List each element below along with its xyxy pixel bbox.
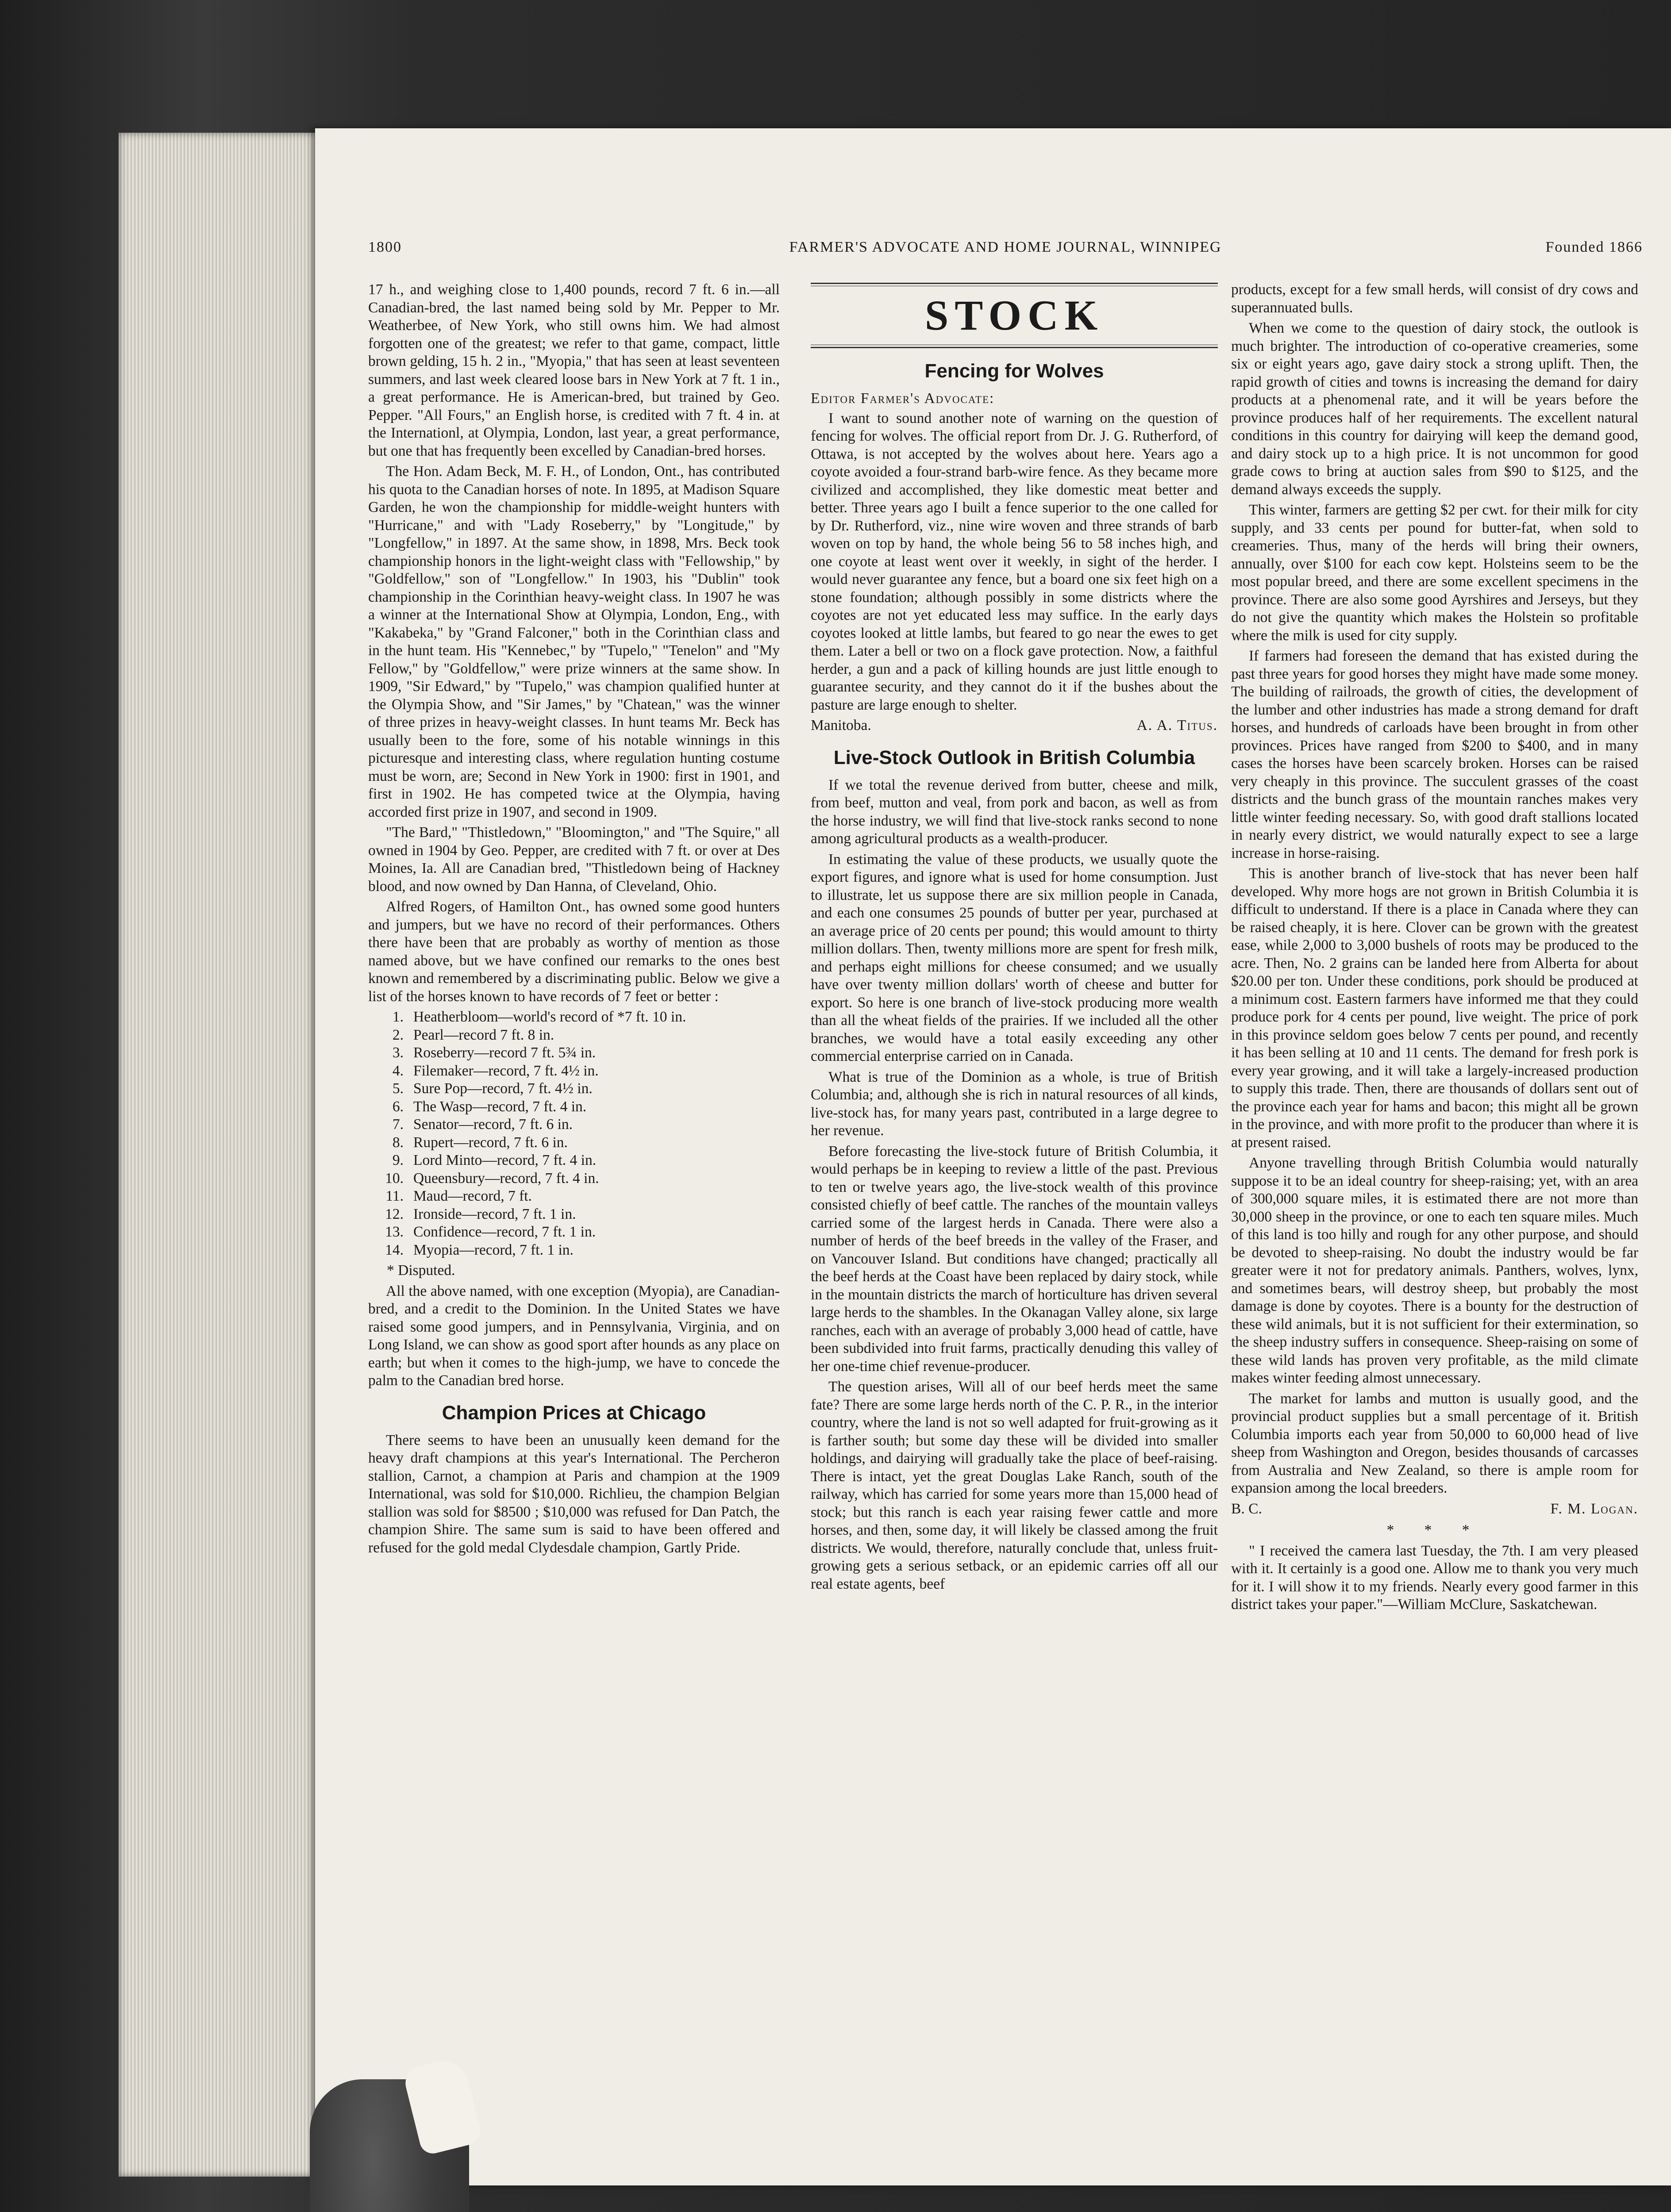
list-item bbox=[379, 1206, 780, 1224]
byline-place: B. C. bbox=[1231, 1500, 1262, 1517]
article-title-champion-prices: Champion Prices at Chicago bbox=[442, 1402, 706, 1424]
article-title-bc-outlook: Live-Stock Outlook in British Columbia bbox=[833, 746, 1195, 768]
item-text: Roseberry—record 7 ft. 5¾ in. bbox=[413, 1045, 596, 1061]
list-item bbox=[379, 1116, 780, 1134]
page-number: 1800 bbox=[368, 239, 402, 255]
item-number: 8. bbox=[392, 1134, 404, 1151]
paragraph: The Hon. Adam Beck, M. F. H., of London, Ont., has contributed his quota to the Canadian horses of note. In 1895, at Madison Square Garden, he won the championship for middle-weight hunters with "Hurricane," and with "Lady Roseberry," by "Longitude," by "Longfellow," in 1897. At the same show, in 1898, Mrs. Beck took championship honors in the light-weight class with "Fellowship," by "Goldfellow," son of "Longfellow." In 1903, his "Dublin" took championship in the Corinthian heavy-weight class. In 1907 he was a winner at the International Show at Olympia, London, Eng., with "Kakabeka," by "Grand Falconer," both in the Corinthian class and in the hunt team. His "Kennebec," by "Tupelo," "Tenelon" and "My Fellow," by "Goldfellow," were prize winners at the same show. In 1909, "Sir Edward," by "Tupelo," was champion qualified hunter at the Olympia Show, and "Sir James," by "Chatean," was the winner of three prizes in heavy-weight classes. In hunt teams Mr. Beck has usually been to the fore, some of his notable winnings in this picturesque and interesting class, where regulation hunting costume must be worn, are; Second in New York in 1900: first in 1901, and first in 1902. He has competed twice at the Olympia, having accorded first prize in 1907, and second in 1909. bbox=[368, 463, 780, 820]
byline-place: Manitoba. bbox=[811, 717, 871, 733]
paragraph: " I received the camera last Tuesday, the 7th. I am very pleased with it. It certainly is a good one. Allow me to thank you very much for it. I will show it to my friends. Nearly every good farmer in this district takes your paper."—William McClure, Saskatchewan. bbox=[1231, 1542, 1638, 1613]
list-item bbox=[379, 1223, 780, 1241]
publication-title: FARMER'S ADVOCATE AND HOME JOURNAL, WINNIPEG bbox=[789, 239, 1222, 255]
byline-author: A. A. Titus. bbox=[1136, 717, 1218, 733]
item-text: Rupert—record, 7 ft. 6 in. bbox=[413, 1134, 568, 1151]
byline bbox=[811, 717, 1218, 735]
section-rule bbox=[811, 347, 1218, 348]
book-page-edges bbox=[119, 133, 323, 2177]
item-text: Ironside—record, 7 ft. 1 in. bbox=[413, 1206, 576, 1222]
list-item bbox=[379, 1062, 780, 1080]
item-number: 1. bbox=[392, 1009, 404, 1025]
list-item bbox=[379, 1008, 780, 1026]
list-item bbox=[379, 1152, 780, 1170]
paragraph: The market for lambs and mutton is usually good, and the provincial product supplies but a small percentage of it. British Columbia imports each year from 50,000 to 60,000 head of live sheep from Washington and Oregon, besides thousands of carcasses from Australia and New Zealand, so there is ample room for expansion among the local breeders. bbox=[1231, 1390, 1638, 1496]
item-number: 9. bbox=[392, 1152, 404, 1168]
column-right bbox=[1231, 281, 1638, 1617]
item-text: Sure Pop—record, 7 ft. 4½ in. bbox=[413, 1080, 593, 1097]
item-number: 14. bbox=[385, 1241, 404, 1258]
paragraph: What is true of the Dominion as a whole, is true of British Columbia; and, although she is rich in natural resources of all kinds, live-stock has, for many years past, contributed in a large degree to her revenue. bbox=[811, 1068, 1218, 1139]
item-number: 10. bbox=[385, 1170, 404, 1187]
item-number: 5. bbox=[392, 1080, 404, 1097]
article-title-fencing: Fencing for Wolves bbox=[924, 360, 1104, 382]
founded-note: Founded 1866 bbox=[1545, 239, 1643, 255]
paragraph: When we come to the question of dairy stock, the outlook is much brighter. The introduction of co-operative creameries, some six or eight years ago, gave dairy stock a strong uplift. Then, the rapid growth of cities and towns is increasing the demand for dairy products at a phenomenal rate, and it will be years before the province produces half of her requirements. The excellent natural conditions in this country for dairying will keep the demand good, and dairy stock up to a high price. It is not uncommon for good grade cows to bring at auction sales from $90 to $125, and the demand always exceeds the supply. bbox=[1231, 320, 1638, 498]
paragraph: I want to sound another note of warning on the question of fencing for wolves. The official report from Dr. J. G. Rutherford, of Ottawa, is not accepted by the wolves about here. Years ago a coyote avoided a four-strand barb-wire fence. As they became more civilized and accomplished, they like domestic meat better and better. Three years ago I built a fence superior to the one called for by Dr. Rutherford, viz., nine wire woven and three strands of barb woven on top by hand, the whole being 56 to 58 inches high, and one coyote at least went over it weekly, in sight of the herder. I would never guarantee any fence, but a board one six feet high on a stone foundation; although possibly in some districts where the coyotes are not yet educated less may suffice. In the early days coyotes looked at little lambs, but feared to go near the ewes to get them. Later a bell or two on a flock gave protection. Now, a faithful herder, a gun and a pack of killing hounds are just little enough to guarantee security, and they cannot do it if the bushes about the pasture are large enough to shelter. bbox=[811, 410, 1218, 713]
paragraph: Anyone travelling through British Columbia would naturally suppose it to be an ideal country for sheep-raising; yet, with an area of 300,000 square miles, it is estimated there are not more than 30,000 sheep in the province, or one to each ten square miles. Much of this land is too hilly and rough for any other purpose, and should be devoted to sheep-raising. No doubt the industry would be far greater were it not for predatory animals. Panthers, wolves, lynx, and sometimes bears, will destroy sheep, but probably the most damage is done by coyotes. There is a bounty for the destruction of these wild animals, but it is not sufficient for their extermination, so the sheep industry suffers in consequence. Sheep-raising on some of these wild lands has proven very profitable, as the mild climate makes winter feeding almost unnecessary. bbox=[1231, 1155, 1638, 1386]
magazine-page bbox=[315, 128, 1671, 2185]
item-number: 6. bbox=[392, 1098, 404, 1115]
paragraph: products, except for a few small herds, will consist of dry cows and superannuated bulls. bbox=[1231, 281, 1638, 316]
list-item bbox=[379, 1080, 780, 1098]
item-number: 3. bbox=[392, 1045, 404, 1061]
section-divider-stars: * * * bbox=[1386, 1522, 1483, 1538]
paragraph: If we total the revenue derived from butter, cheese and milk, from beef, mutton and veal, from pork and bacon, as well as from the horse industry, we will find that live-stock ranks second to none among agricultural products as a wealth-producer. bbox=[811, 776, 1218, 847]
item-text: Senator—record, 7 ft. 6 in. bbox=[413, 1116, 573, 1133]
paragraph: 17 h., and weighing close to 1,400 pounds, record 7 ft. 6 in.—all Canadian-bred, the last named being sold by Mr. Pepper to Mr. Weatherbee, of New York, who still owns him. We had almost forgotten one of the greatest; we refer to that game, compact, little brown gelding, 15 h. 2 in., "Myopia," that has seen at least seventeen summers, and last week cleared loose bars in New York at 7 ft. 1 in., a great performance. He is American-bred, but trained by Geo. Pepper. "All Fours," an English horse, is credited with 7 ft. 4 in. at the Internationl, at Olympia, London, last year, a great performance, but one that has frequently been excelled by Canadian-bred horses. bbox=[368, 281, 780, 459]
list-item bbox=[379, 1098, 780, 1116]
column-middle bbox=[811, 281, 1218, 1596]
running-header bbox=[368, 239, 1643, 265]
item-number: 11. bbox=[385, 1188, 404, 1204]
item-number: 12. bbox=[385, 1206, 404, 1222]
item-text: Myopia—record, 7 ft. 1 in. bbox=[413, 1241, 574, 1258]
item-number: 7. bbox=[392, 1116, 404, 1133]
footnote-disputed: * Disputed. bbox=[387, 1262, 455, 1279]
item-text: Filemaker—record, 7 ft. 4½ in. bbox=[413, 1062, 599, 1079]
byline bbox=[1231, 1500, 1638, 1518]
paragraph: Before forecasting the live-stock future of British Columbia, it would perhaps be in keeping to review a little of the past. Previous to ten or twelve years ago, the live-stock wealth of this province consisted chiefly of beef cattle. The ranches of the mountain valleys carried some of the largest herds in Canada. There were also a number of herds of the beef breeds in the valley of the Fraser, and on Vancouver Island. But conditions have changed; practically all the beef herds at the Coast have been replaced by dairy stock, while in the mountain districts the march of horticulture has driven several large herds to the shambles. In the Okanagan Valley alone, six large ranches, each with an average of probably 3,000 head of cattle, have been subdivided into fruit farms, practically denuding this valley of her one-time chief revenue-producer. bbox=[811, 1143, 1218, 1375]
paragraph: This is another branch of live-stock that has never been half developed. Why more hogs are not grown in British Columbia it is difficult to understand. If there is a place in Canada where they can be raised cheaply, it is here. Clover can be grown with the greatest ease, while 2,000 to 3,000 bushels of roots may be produced to the acre. Then, No. 2 grains can be landed here from Alberta for about $20.00 per ton. Under these conditions, pork should be produced at a minimum cost. Eastern farmers have informed me that they could produce pork for 4 cents per pound, live weight. The price of pork in this province seldom goes below 7 cents per pound, and recently it has been selling at 10 and 11 cents. The demand for fresh pork is every year growing, and it will take a largely-increased production to supply this trade. Then, there are thousands of dollars sent out of the province each year for hams and bacon; this might all be grown in the province, and with more profit to the producer than where it is at present raised. bbox=[1231, 865, 1638, 1151]
section-title-stock: STOCK bbox=[924, 292, 1104, 339]
editor-salutation: Editor Farmer's Advocate: bbox=[811, 390, 995, 407]
list-item bbox=[379, 1044, 780, 1062]
item-number: 4. bbox=[392, 1062, 404, 1079]
paragraph: There seems to have been an unusually keen demand for the heavy draft champions at this year's International. The Percheron stallion, Carnot, a champion at Paris and champion at the 1909 International, was sold for $10,000. Richlieu, the champion Belgian stallion was sold for $8500 ; $10,000 was refused for Dan Patch, the champion Shire. The same sum is said to have been offered and refused for the gold medal Clydesdale champion, Gartly Pride. bbox=[368, 1432, 780, 1556]
item-text: Heatherbloom—world's record of *7 ft. 10 in. bbox=[413, 1009, 686, 1025]
section-rule bbox=[811, 283, 1218, 284]
list-item bbox=[379, 1241, 780, 1260]
list-item bbox=[379, 1170, 780, 1188]
item-number: 2. bbox=[392, 1026, 404, 1043]
paragraph: The question arises, Will all of our beef herds meet the same fate? There are some large herds north of the C. P. R., in the interior country, where the land is not so well adapted for fruit-growing as it is farther south; but some day these will be divided into smaller holdings, and dairying will gradually take the place of beef-raising. There is intact, yet the great Douglas Lake Ranch, south of the railway, which has carried for some years more than 15,000 head of stock; but this ranch is each year raising fewer cattle and more horses, and then, some day, it will likely be classed among the fruit districts. We would, therefore, naturally conclude that, unless fruit-growing gets a serious setback, or an epidemic carries off all our real estate agents, beef bbox=[811, 1379, 1218, 1592]
paragraph: If farmers had foreseen the demand that has existed during the past three years for good horses they might have made some money. The building of railroads, the growth of cities, the development of the lumber and other industries has made a strong demand for draft horses, and hundreds of carloads have been brought in from other provinces. Prices have ranged from $200 to $400, and in many cases the horses have been scarcely broken. Horses can be raised very cheaply in this province. The succulent grasses of the coast districts and the bunch grass of the mountain ranches makes very little winter feeding necessary. So, with good draft stallions located in nearly every district, we would naturally expect to see a large increase in horse-raising. bbox=[1231, 648, 1638, 861]
item-number: 13. bbox=[385, 1224, 404, 1240]
item-text: Maud—record, 7 ft. bbox=[413, 1188, 532, 1204]
horse-records-list bbox=[368, 1008, 780, 1259]
item-text: The Wasp—record, 7 ft. 4 in. bbox=[413, 1098, 587, 1115]
paragraph: "The Bard," "Thistledown," "Bloomington," and "The Squire," all owned in 1904 by Geo. Pepper, are credited with 7 ft. or over at Des Moines, Ia. All are Canadian bred, "Thistledown being of Hackney blood, and now owned by Dan Hanna, of Cleveland, Ohio. bbox=[368, 824, 780, 895]
item-text: Pearl—record 7 ft. 8 in. bbox=[413, 1026, 554, 1043]
column-left bbox=[368, 281, 780, 1559]
item-text: Queensbury—record, 7 ft. 4 in. bbox=[413, 1170, 599, 1187]
paragraph: Alfred Rogers, of Hamilton Ont., has owned some good hunters and jumpers, but we have no record of their performances. Others there have been that are probably as worthy of mention as those named above, but we have confined our remarks to the ones best known and remembered by a discriminating public. Below we give a list of the horses known to have records of 7 feet or better : bbox=[368, 899, 780, 1005]
paragraph: In estimating the value of these products, we usually quote the export figures, and ignore what is used for home consumption. Just to illustrate, let us suppose there are six million people in Canada, and each one consumes 25 pounds of butter per year, purchased at an average price of 20 cents per pound; this would amount to thirty million dollars. Then, twenty millions more are spent for fresh milk, and perhaps eight millions for cheese consumed; and we usually have over twenty million dollars' worth of cheese and butter for export. So here is one branch of live-stock producing more wealth than all the wheat fields of the prairies. If we included all the other branches, we would have a total easily exceeding any other commercial enterprise carried on in Canada. bbox=[811, 851, 1218, 1064]
list-item bbox=[379, 1187, 780, 1206]
byline-author: F. M. Logan. bbox=[1550, 1500, 1638, 1517]
paragraph: This winter, farmers are getting $2 per cwt. for their milk for city supply, and 33 cents per pound for butter-fat, when sold to creameries. Thus, many of the herds will bring their owners, annually, over $100 for each cow kept. Holsteins seem to be the most popular breed, and there are some excellent specimens in the province. There are also some good Ayrshires and Jerseys, but they do not give the quantity which makes the Holstein so profitable where the milk is used for city supply. bbox=[1231, 502, 1638, 644]
item-text: Confidence—record, 7 ft. 1 in. bbox=[413, 1224, 596, 1240]
list-item bbox=[379, 1134, 780, 1152]
paragraph: All the above named, with one exception (Myopia), are Canadian-bred, and a credit to the Dominion. In the United States we have raised some good jumpers, and in Pennsylvania, Virginia, and on Long Island, we can show as good sport after hounds as any place on earth; but when it comes to the high-jump, we have to concede the palm to the Canadian bred horse. bbox=[368, 1283, 780, 1389]
list-item bbox=[379, 1026, 780, 1045]
item-text: Lord Minto—record, 7 ft. 4 in. bbox=[413, 1152, 597, 1168]
